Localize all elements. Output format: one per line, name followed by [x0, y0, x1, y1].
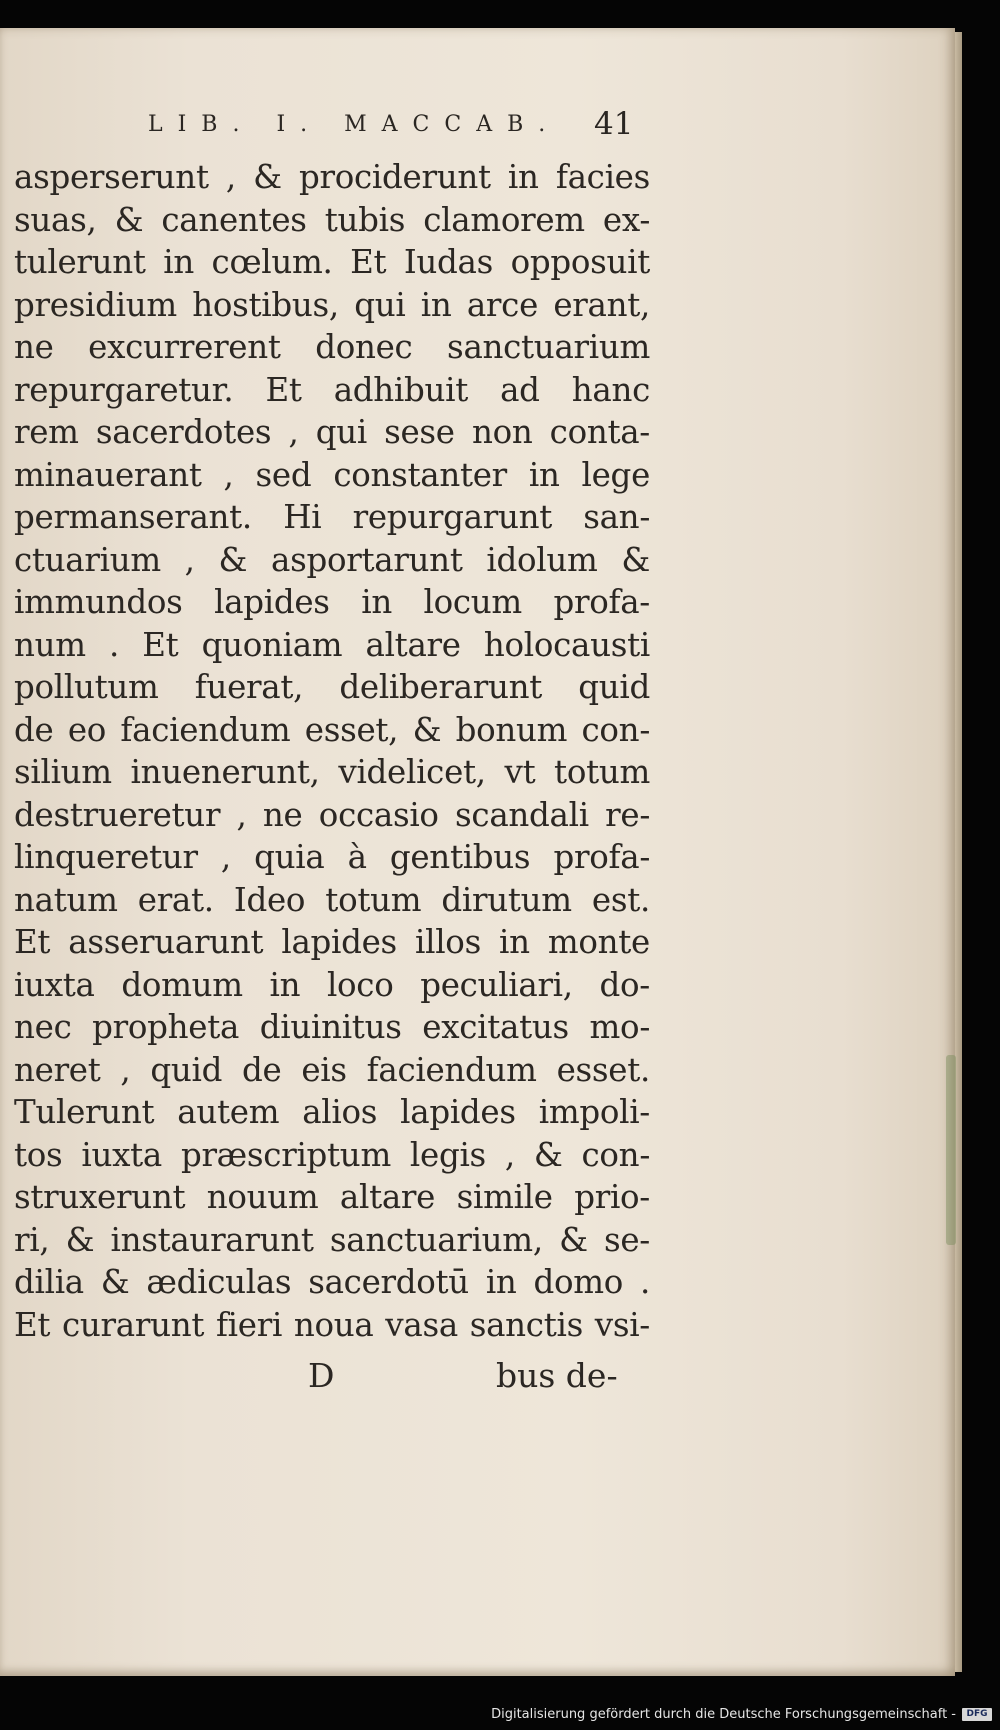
book-page [0, 28, 955, 1676]
text-line: tos iuxta præscriptum legis , & con- [14, 1135, 650, 1174]
text-line: dilia & ædiculas sacerdotū in domo . [14, 1263, 650, 1301]
text-line: permanserant. Hi repurgarunt san- [14, 498, 650, 536]
text-line: iuxta domum in loco peculiari, do- [14, 965, 650, 1004]
text-line: num . Et quoniam altare holocausti [14, 625, 650, 664]
text-line: neret , quid de eis faciendum esset. [14, 1050, 650, 1089]
running-head-title: LIB. I. MACCAB. [148, 112, 561, 137]
text-line: immundos lapides in locum profa- [14, 583, 650, 621]
page-footer [0, 1356, 955, 1396]
text-line: ne excurrerent donec sanctuarium [14, 328, 650, 366]
text-line: suas, & canentes tubis clamorem ex- [14, 200, 650, 239]
text-line: linqueretur , quia à gentibus profa- [14, 838, 650, 876]
page-edge [955, 32, 962, 1672]
text-line: pollutum fuerat, deliberarunt quid [14, 668, 650, 706]
text-line: nec propheta diuinitus excitatus mo- [14, 1008, 650, 1046]
edge-stain [946, 1055, 956, 1245]
credit-text: Digitalisierung gefördert durch die Deutsche Forschungsgemeinschaft - [491, 1706, 956, 1722]
text-line: silium inuenerunt, videlicet, vt totum [14, 753, 650, 791]
text-line: struxerunt nouum altare simile prio- [14, 1178, 650, 1216]
running-head [0, 106, 955, 146]
text-line: Tulerunt autem alios lapides impoli- [14, 1093, 650, 1131]
text-line: presidium hostibus, qui in arce erant, [14, 285, 650, 324]
text-line: asperserunt , & prociderunt in facies [14, 158, 650, 196]
dfg-logo-icon: DFG [962, 1708, 992, 1721]
text-line: ri, & instaurarunt sanctuarium, & se- [14, 1220, 650, 1259]
text-line: de eo faciendum esset, & bonum con- [14, 710, 650, 749]
body-text [14, 156, 650, 1346]
text-line: Et asseruarunt lapides illos in monte [14, 923, 650, 961]
text-line: Et curarunt fieri noua vasa sanctis vsi- [14, 1305, 650, 1344]
text-line: ctuarium , & asportarunt idolum & [14, 540, 650, 579]
text-line: rem sacerdotes , qui sese non conta- [14, 413, 650, 451]
text-line: repurgaretur. Et adhibuit ad hanc [14, 370, 650, 409]
page-number: 41 [594, 106, 634, 142]
signature-mark: D [308, 1356, 335, 1395]
text-line: natum erat. Ideo totum dirutum est. [14, 880, 650, 919]
digitization-credit [491, 1704, 992, 1724]
text-line: tulerunt in cœlum. Et Iudas opposuit [14, 243, 650, 281]
text-line: minauerant , sed constanter in lege [14, 455, 650, 494]
text-line: destrueretur , ne occasio scandali re- [14, 795, 650, 834]
catchword: bus de- [496, 1356, 618, 1395]
